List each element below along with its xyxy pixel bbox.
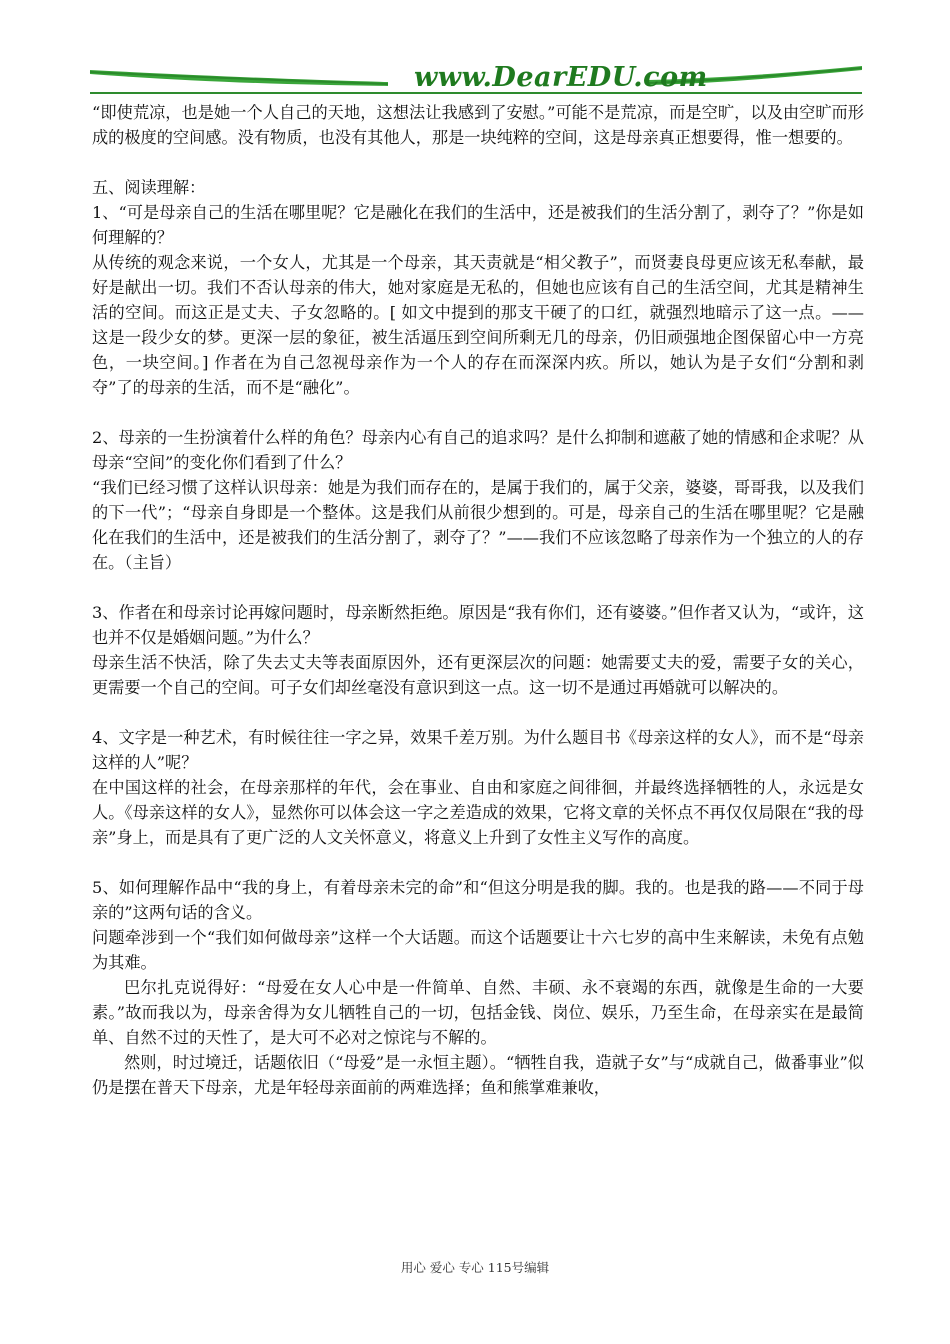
intro-paragraph: “即使荒凉，也是她一个人自己的天地，这想法让我感到了安慰。”可能不是荒凉，而是空旷，以及由空旷而形成的极度的空间感。没有物质，也没有其他人，那是一块纯粹的空间，这是母亲真正想要得，惟一想要的。 bbox=[92, 103, 864, 147]
question-1: 1、“可是母亲自己的生活在哪里呢？它是融化在我们的生活中，还是被我们的生活分割了，剥夺了？”你是如何理解的？ bbox=[92, 203, 864, 247]
answer-1: 从传统的观念来说，一个女人，尤其是一个母亲，其天责就是“相父教子”，而贤妻良母更应该无私奉献，最好是献出一切。我们不否认母亲的伟大，她对家庭是无私的，但她也应该有自己的生活空间，尤其是精神生活的空间。而这正是丈夫、子女忽略的。[ 如文中提到的那支干硬了的口红，就强烈地暗示了这一点。——这是一段少女的梦。更深一层的象征，被生活逼压到空间所剩无几的母亲，仍旧顽强地企图保留心中一方亮色，一块空间。] 作者在为自己忽视母亲作为一个人的存在而深深内疚。所以，她认为是子女们“分割和剥夺”了的母亲的生活，而不是“融化”。 bbox=[92, 253, 864, 397]
answer-2: “我们已经习惯了这样认识母亲：她是为我们而存在的，是属于我们的，属于父亲，婆婆，哥哥我，以及我们的下一代”；“母亲自身即是一个整体。这是我们从前很少想到的。可是，母亲自己的生活在哪里呢？它是融化在我们的生活中，还是被我们的生活分割了，剥夺了？”——我们不应该忽略了母亲作为一个独立的人的存在。（主旨） bbox=[92, 478, 864, 572]
page-footer: 用心 爱心 专心 115号编辑 bbox=[400, 1260, 550, 1275]
answer-5: 问题牵涉到一个“我们如何做母亲”这样一个大话题。而这个话题要让十六七岁的高中生来解读，未免有点勉为其难。 bbox=[92, 928, 864, 972]
answer-5-paragraph-1: 巴尔扎克说得好：“母爱在女人心中是一件简单、自然、丰硕、永不衰竭的东西，就像是生命的一大要素。”故而我以为，母亲舍得为女儿牺牲自己的一切，包括金钱、岗位、娱乐，乃至生命，在母亲实在是最简单、自然不过的天性了，是大可不必对之惊诧与不解的。 bbox=[92, 978, 864, 1047]
section-title: 五、阅读理解： bbox=[92, 178, 206, 197]
question-5: 5、如何理解作品中“我的身上，有着母亲未完的命”和“但这分明是我的脚。我的。也是我的路——不同于母亲的”这两句话的含义。 bbox=[92, 878, 864, 922]
site-logo-text: www.DearEDU.com bbox=[414, 62, 708, 93]
answer-3: 母亲生活不快活，除了失去丈夫等表面原因外，还有更深层次的问题：她需要丈夫的爱，需要子女的关心，更需要一个自己的空间。可子女们却丝毫没有意识到这一点。这一切不是通过再婚就可以解决的。 bbox=[92, 653, 864, 697]
answer-4: 在中国这样的社会，在母亲那样的年代，会在事业、自由和家庭之间徘徊，并最终选择牺牲的人，永远是女人。《母亲这样的女人》，显然你可以体会这一字之差造成的效果，它将文章的关怀点不再仅仅局限在“我的母亲”身上，而是具有了更广泛的人文关怀意义，将意义上升到了女性主义写作的高度。 bbox=[92, 778, 864, 847]
document-body bbox=[92, 100, 864, 1100]
question-2: 2、母亲的一生扮演着什么样的角色？母亲内心有自己的追求吗？是什么抑制和遮蔽了她的情感和企求呢？从母亲“空间”的变化你们看到了什么？ bbox=[92, 428, 864, 472]
answer-5-paragraph-2: 然则，时过境迁，话题依旧（“母爱”是一永恒主题）。“牺牲自我，造就子女”与“成就自己，做番事业”似仍是摆在普天下母亲，尤是年轻母亲面前的两难选择；鱼和熊掌难兼收， bbox=[92, 1053, 864, 1097]
question-4: 4、文字是一种艺术，有时候往往一字之异，效果千差万别。为什么题目书《母亲这样的女人》，而不是“母亲这样的人”呢？ bbox=[92, 728, 864, 772]
question-3: 3、作者在和母亲讨论再嫁问题时，母亲断然拒绝。原因是“我有你们，还有婆婆。”但作者又认为，“或许，这也并不仅是婚姻问题。”为什么？ bbox=[92, 603, 864, 647]
site-header-banner bbox=[88, 58, 864, 98]
